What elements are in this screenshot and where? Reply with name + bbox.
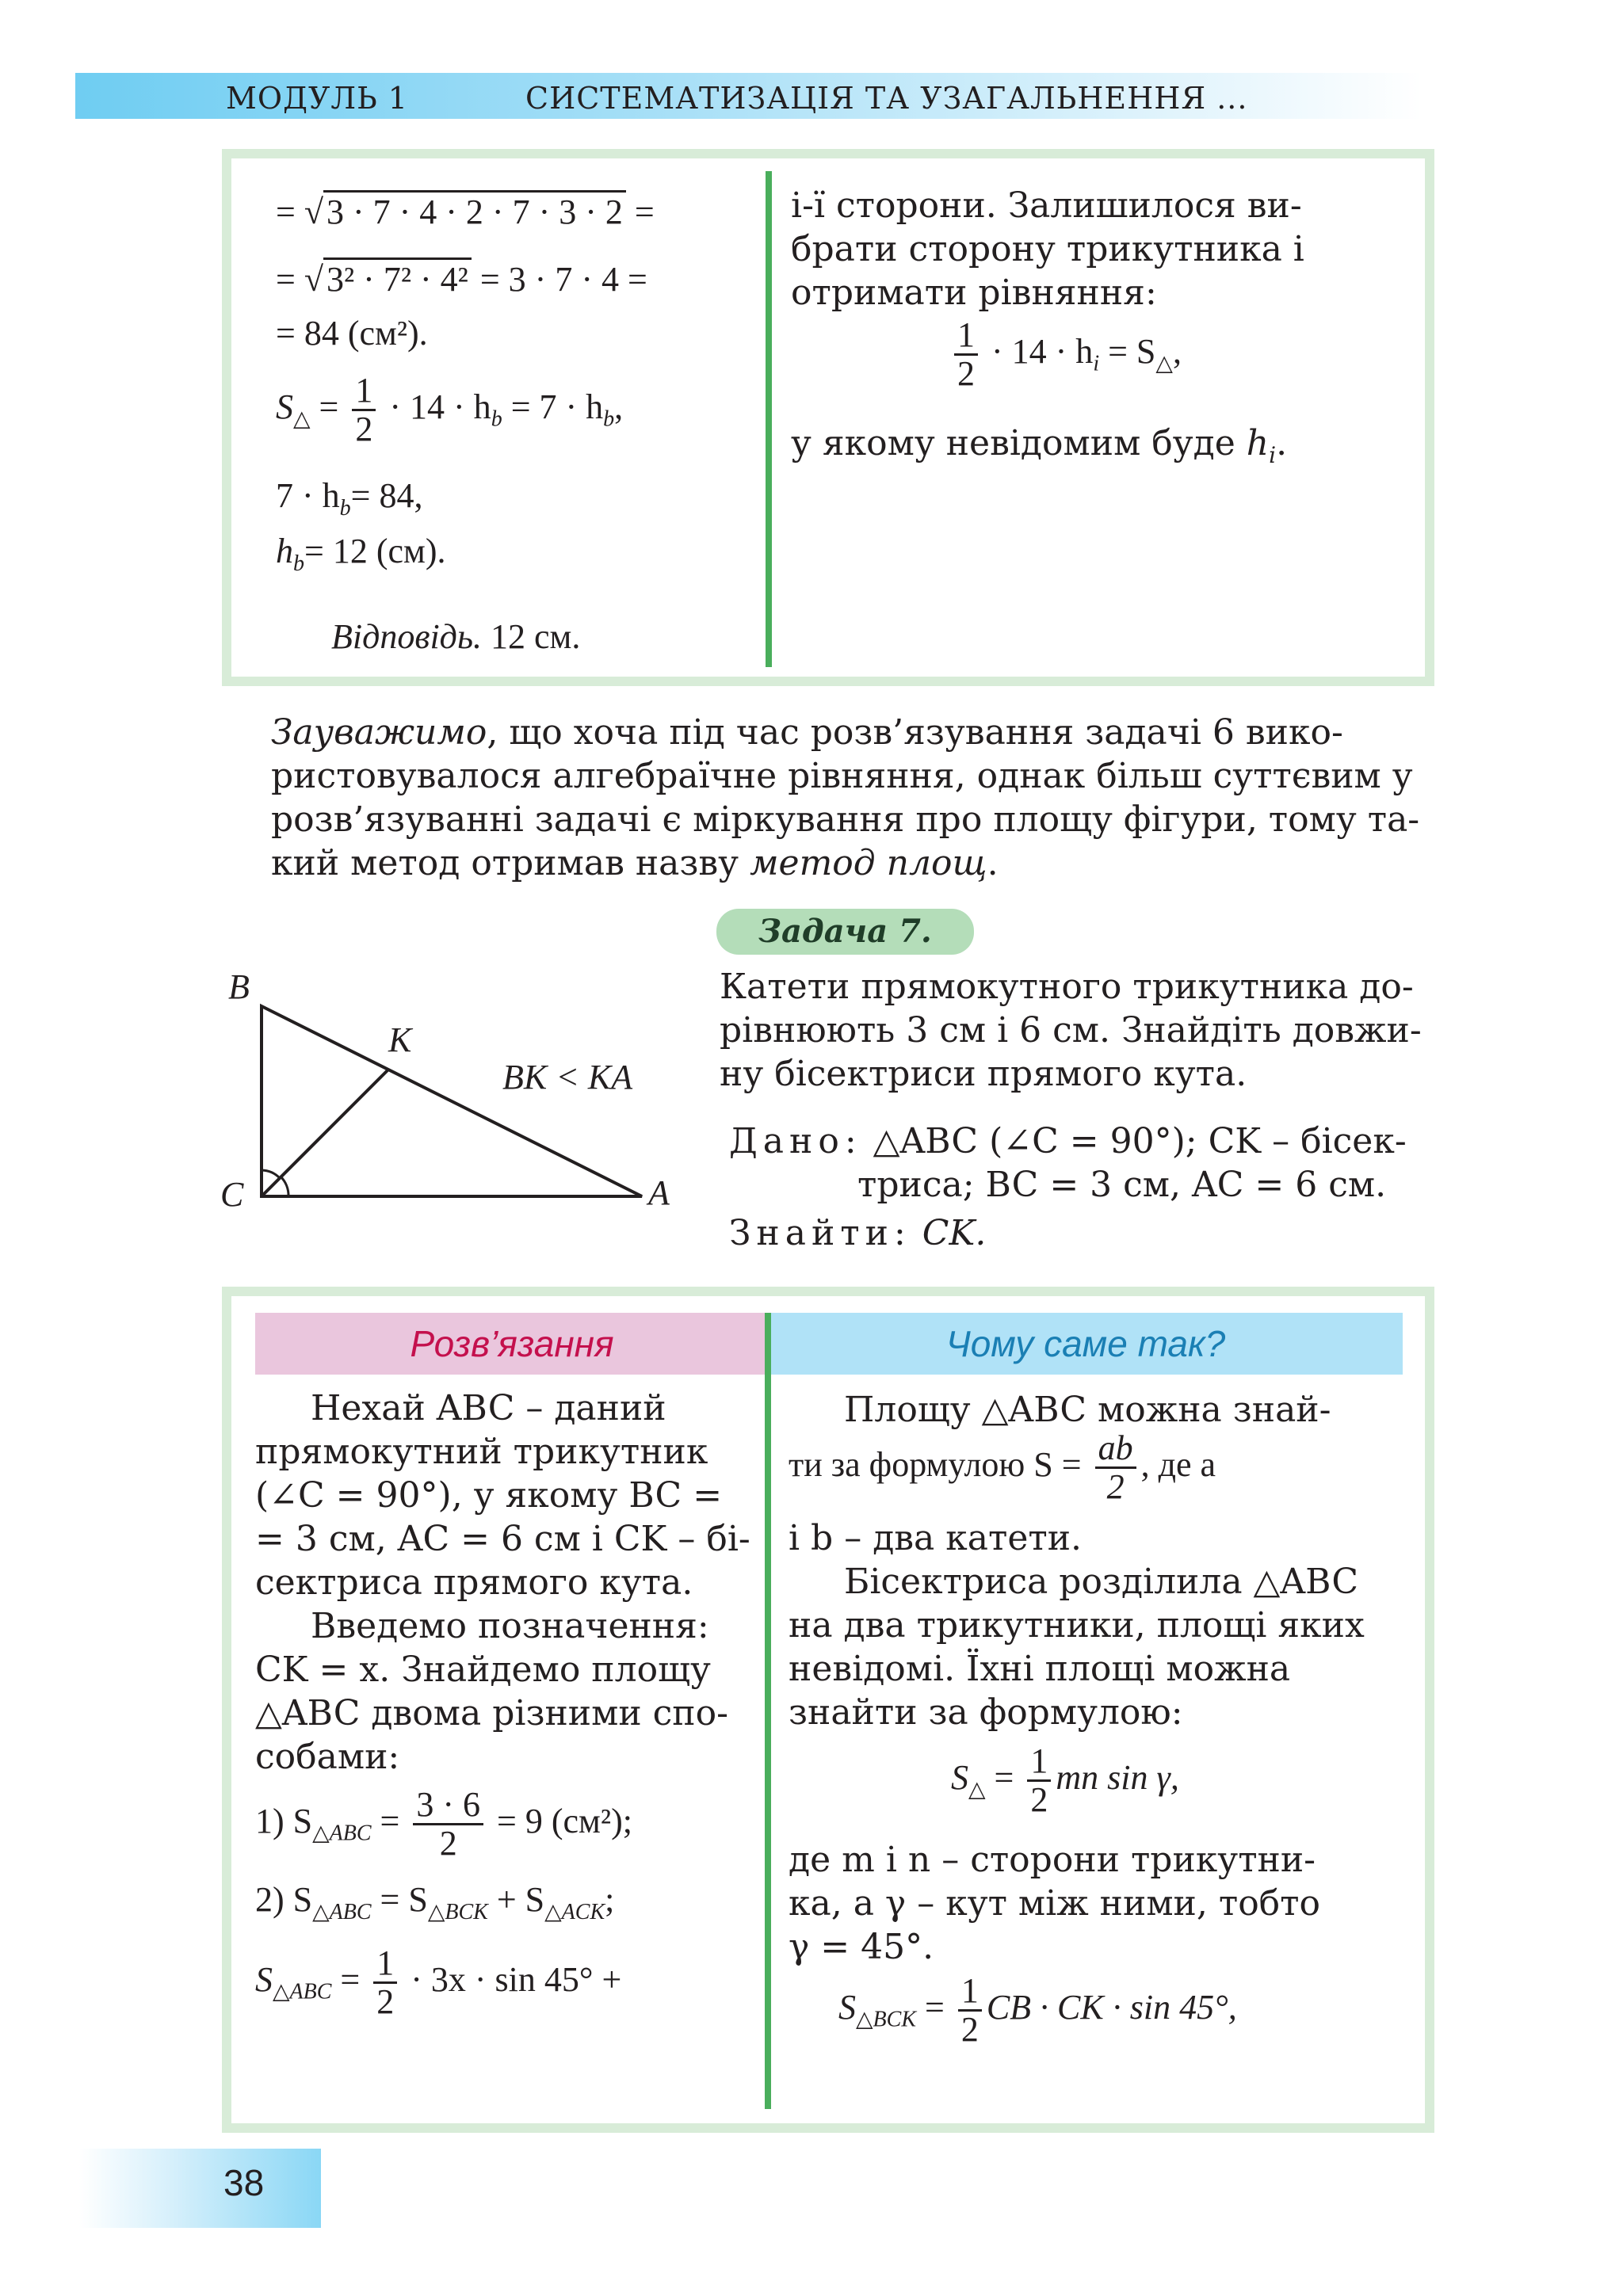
triangle-abc — [262, 1006, 642, 1196]
formula-line-4: $S_\triangle$ = $\frac{1}{2}$ · $14 \cdot h_b = 7 \cdot h_b$, — [276, 371, 624, 449]
column-divider-2 — [765, 1313, 771, 2109]
angle-arc-2 — [281, 1177, 288, 1196]
sqrt-radicand-2: 3² · 7² · 4² — [323, 257, 472, 299]
solution-header: Розв’язання — [255, 1313, 769, 1375]
running-header — [75, 73, 1423, 119]
column-divider — [766, 171, 772, 667]
header-title: СИСТЕМАТИЗАЦІЯ ТА УЗАГАЛЬНЕННЯ ... — [525, 81, 1248, 116]
formula-area-2: 2) $S_{\triangle ABC} = S_{\triangle BCK} + S_{\triangle ACK}$; — [255, 1880, 615, 1924]
page-number-bar — [79, 2149, 321, 2228]
formula-line-2: = √3² · 7² · 4² = 3 · 7 · 4 = — [276, 257, 647, 301]
formula-area-1: 1) $S_{\triangle ABC}$ = $\frac{3 \cdot 6}{2}$ = 9 (см²); — [255, 1785, 632, 1863]
formula-area-3: $S_{\triangle ABC}$ = $\frac{1}{2}$ · 3x · sin 45° + — [255, 1943, 622, 2022]
area-symbol: S — [276, 387, 293, 426]
page-number: 38 — [223, 2162, 265, 2203]
label-a: A — [648, 1173, 670, 1212]
formula-sine-area: $S_\triangle$ = $\frac{1}{2}$ mn sin γ, — [951, 1741, 1179, 1820]
module-label: МОДУЛЬ 1 — [226, 81, 408, 116]
answer-value: 12 см. — [490, 617, 581, 656]
task-label: Задача 7. — [716, 909, 974, 955]
formula-line-3: = 84 (см²). — [276, 314, 428, 353]
answer-line — [331, 615, 580, 658]
formula-part-2: = 7 · h — [510, 387, 604, 426]
angle-arc-1 — [262, 1170, 280, 1178]
remark-paragraph: Зауважимо, що хоча під час розв’язування задачі 6 вико- ристовувалося алгебраїчне рівняння, однак більш суттєвим у розв’язуванні задачі є міркування про площу фігури, тому та- кий метод отримав назву метод площ. — [271, 712, 1420, 883]
equals: = — [319, 387, 348, 426]
formula-line-6: $h_b= 12$ (см). — [276, 532, 446, 576]
why-right-text-2: і b – два катети. Бісектриса розділила △ABC на два трикутники, площі яких невідомі. Їхні площі можна знайти за формулою: — [789, 1518, 1365, 1733]
relation-label: BK < KA — [502, 1058, 633, 1097]
why-right-text: Площу △ABC можна знай- — [844, 1390, 1331, 1430]
why-header: Чому саме так? — [769, 1313, 1403, 1375]
label-k: K — [388, 1020, 412, 1059]
answer-label: Відповідь. — [331, 617, 482, 656]
formula-line-1: = √3 · 7 · 4 · 2 · 7 · 3 · 2 = — [276, 190, 655, 234]
formula-bck: $S_{\triangle BCK}$ = $\frac{1}{2}$ CB · CK · sin 45°, — [838, 1971, 1237, 2050]
label-c: C — [220, 1175, 244, 1214]
formula-line-2-rest: = 3 · 7 · 4 = — [479, 260, 647, 299]
sqrt-radicand: 3 · 7 · 4 · 2 · 7 · 3 · 2 — [323, 190, 626, 231]
equation-hi: $\frac{1}{2}$ · $14 \cdot h_i = S_\triangle$, — [949, 317, 1182, 392]
formula-ab: ти за формулою S = $\frac{ab}{2}$ , де a — [789, 1428, 1216, 1507]
given-block: Дано: △ABC (∠C = 90°); CK – бісек- триса; BC = 3 см, AC = 6 см. Знайти: CK. — [729, 1121, 1407, 1253]
solution-left-text: Нехай ABC – даний прямокутний трикутник (∠C = 90°), у якому BC = = 3 см, AC = 6 см і CK – бі- сектриса прямого кута. Введемо позначення: CK = x. Знайдемо площу △ABC двома різними спо- собами: — [255, 1388, 750, 1777]
task-text: Катети прямокутного трикутника до- рівнюють 3 см і 6 см. Знайдіть довжи- ну бісектриси прямого кута. — [720, 967, 1422, 1094]
unknown-line: у якому невідомим буде $h_i$. — [791, 423, 1288, 468]
fraction-one-half: $\frac{1}{2}$ — [352, 372, 376, 448]
formula-line-5: $7 \cdot h_b= 84$, — [276, 476, 423, 521]
why-right-text-3: де m і n – сторони трикутни- ка, а γ – кут між ними, тобто γ = 45°. — [789, 1840, 1320, 1967]
label-b: B — [228, 967, 250, 1006]
right-column-text: і-ї сторони. Залишилося ви- брати сторону трикутника і отримати рівняння: — [791, 185, 1304, 313]
formula-part: · 14 · h — [389, 387, 491, 426]
